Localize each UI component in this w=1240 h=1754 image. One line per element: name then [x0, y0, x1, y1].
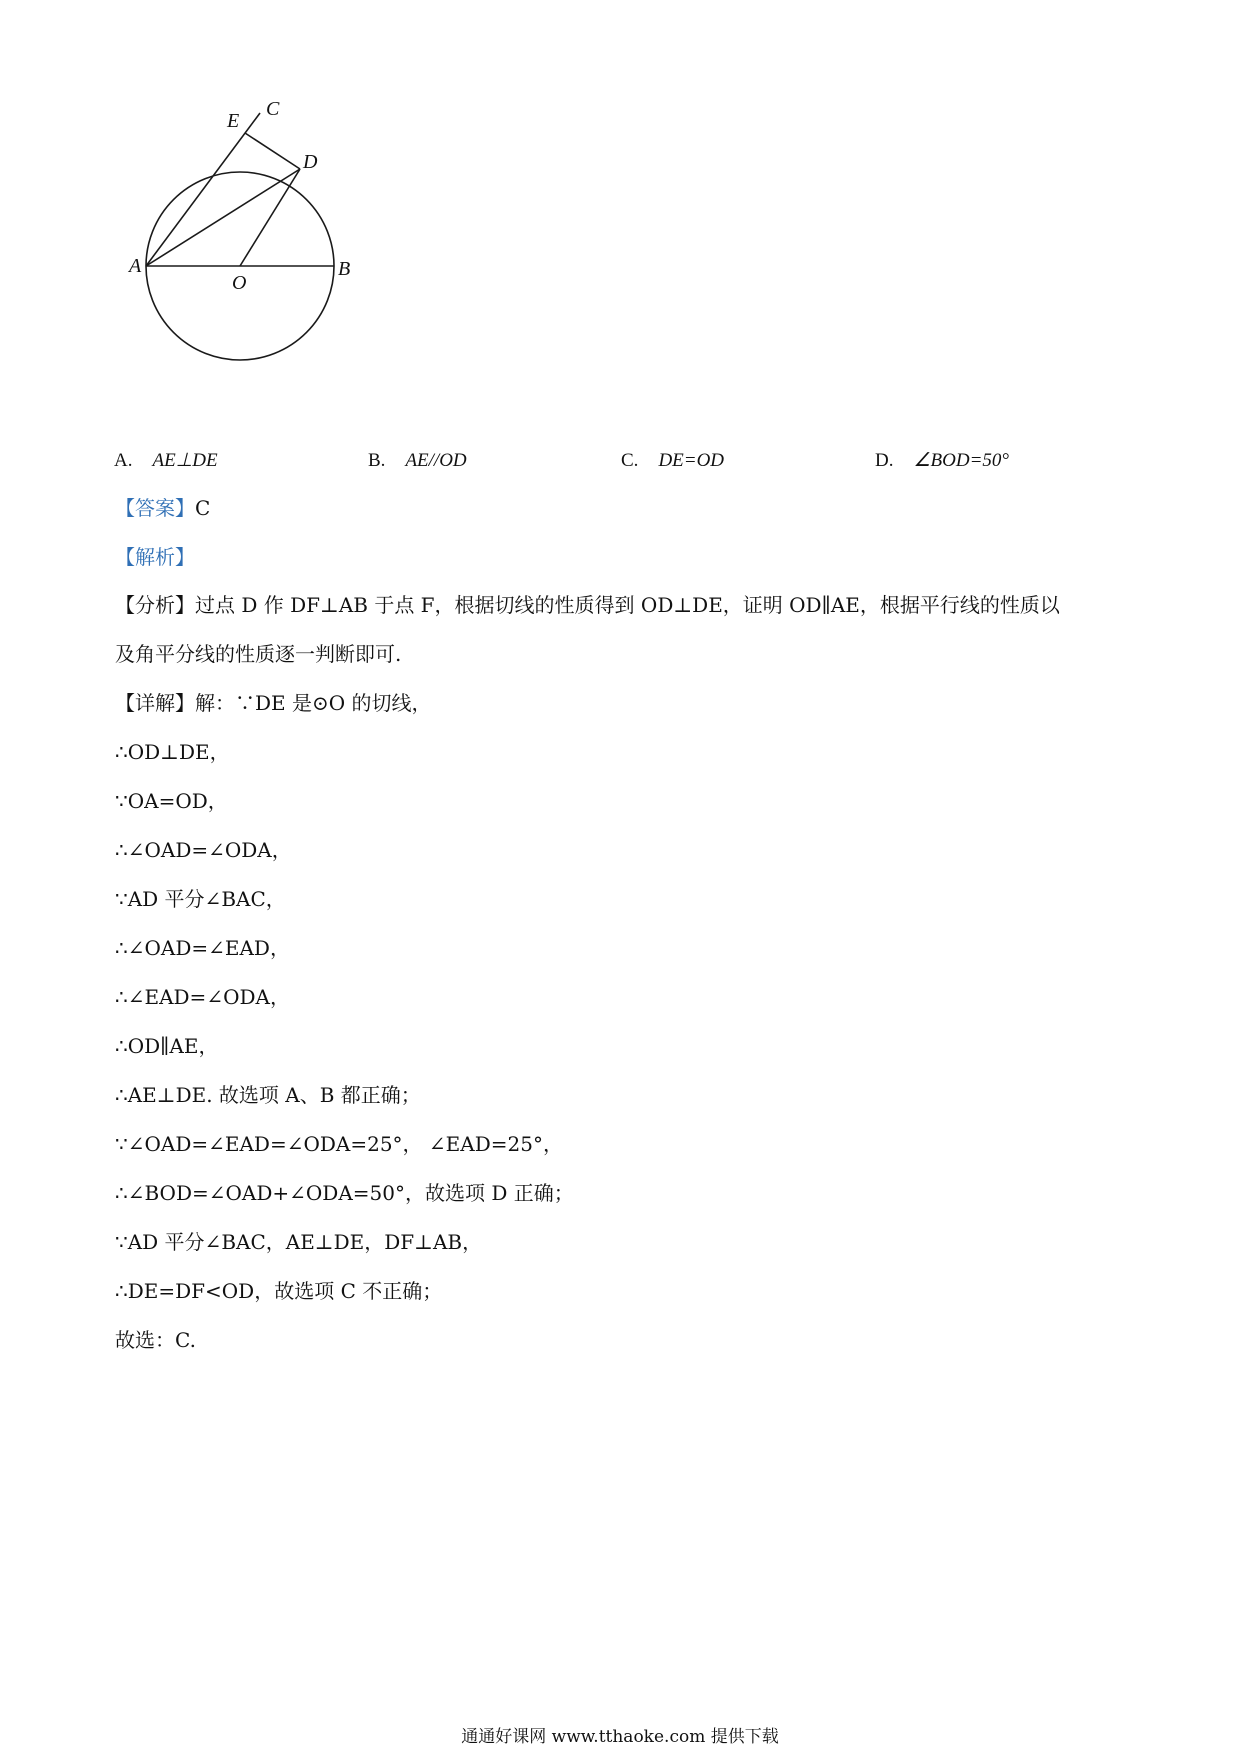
solution-line: ∴∠OAD=∠ODA， — [115, 838, 292, 862]
geometry-figure — [100, 95, 380, 385]
answer-tag: 【答案】 — [115, 496, 195, 520]
line-ed — [245, 133, 300, 169]
option-a — [114, 449, 218, 472]
solution-line: ∵OA=OD， — [115, 789, 228, 813]
option-text: AE//OD — [405, 450, 467, 471]
label-o: O — [232, 272, 247, 294]
solution-line: ∴DE=DF<OD，故选项 C 不正确； — [115, 1279, 443, 1303]
solution-line: ∴OD∥AE， — [115, 1034, 219, 1058]
solution-line: ∵AD 平分∠BAC， — [115, 887, 286, 911]
solution-line: 故选：C. — [115, 1328, 196, 1352]
label-a: A — [129, 255, 142, 277]
label-d: D — [303, 151, 318, 173]
line-ac — [146, 113, 260, 266]
solution-line: ∵AD 平分∠BAC，AE⊥DE，DF⊥AB， — [115, 1230, 483, 1254]
option-b — [368, 449, 467, 472]
line-ad — [146, 169, 300, 266]
line-od — [240, 169, 300, 266]
answer-value: C — [195, 496, 211, 520]
solution-line: ∴AE⊥DE. 故选项 A、B 都正确； — [115, 1083, 421, 1107]
solution-line: ∴∠BOD=∠OAD+∠ODA=50°，故选项 D 正确； — [115, 1181, 574, 1205]
solution-line: ∴OD⊥DE， — [115, 740, 230, 764]
option-d — [875, 449, 1009, 472]
page-footer: 通通好课网 www.tthaoke.com 提供下载 — [461, 1727, 779, 1747]
fenxi-line-1: 【分析】过点 D 作 DF⊥AB 于点 F，根据切线的性质得到 OD⊥DE，证明 OD∥AE，根据平行线的性质以 — [115, 593, 1060, 617]
solution-line: ∴∠OAD=∠EAD， — [115, 936, 290, 960]
answer-line — [115, 494, 210, 522]
option-text: ∠BOD=50° — [913, 450, 1009, 471]
label-c: C — [266, 98, 280, 120]
circle-diagram — [100, 95, 380, 385]
label-e: E — [227, 110, 240, 132]
option-letter: A. — [114, 450, 133, 471]
choice-options — [0, 449, 1240, 479]
solution-line: 【详解】解：∵DE 是⊙O 的切线， — [115, 691, 432, 715]
option-letter: C. — [621, 450, 639, 471]
analysis-heading: 【解析】 — [115, 545, 195, 569]
label-b: B — [338, 258, 351, 280]
option-text: AE⊥DE — [152, 450, 218, 471]
option-c — [621, 449, 724, 472]
solution-line: ∵∠OAD=∠EAD=∠ODA=25°， ∠EAD=25°， — [115, 1132, 563, 1156]
solution-line: ∴∠EAD=∠ODA， — [115, 985, 290, 1009]
option-text: DE=OD — [658, 450, 725, 471]
fenxi-line-2: 及角平分线的性质逐一判断即可. — [115, 642, 402, 666]
option-letter: D. — [875, 450, 894, 471]
option-letter: B. — [368, 450, 386, 471]
